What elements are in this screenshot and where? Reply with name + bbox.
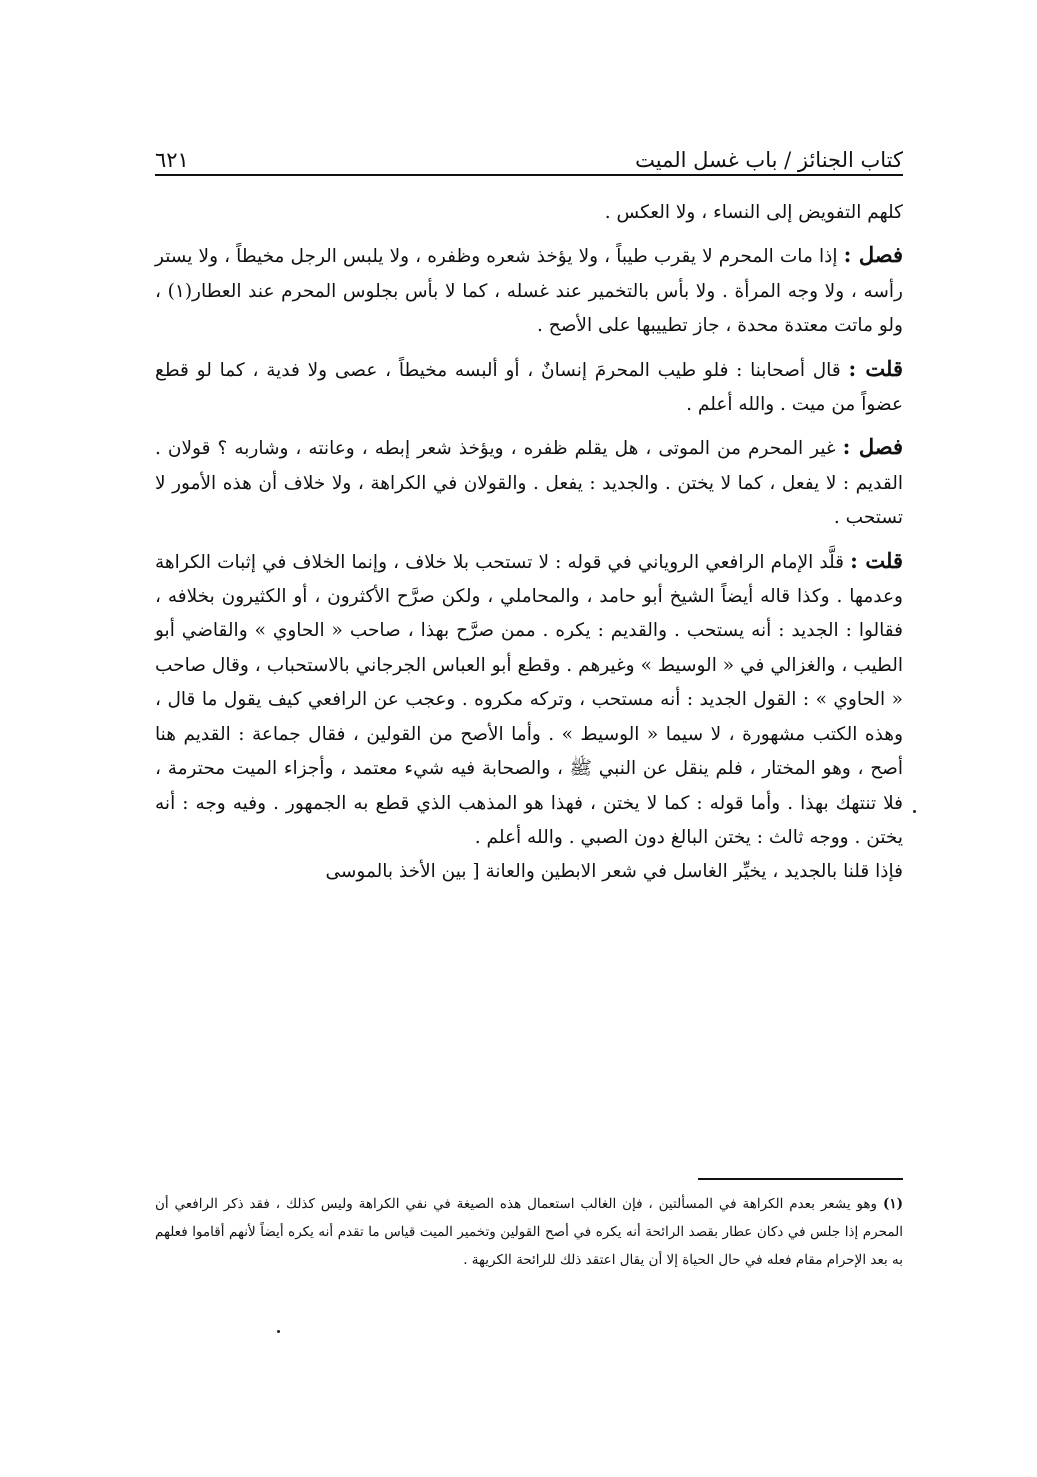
section-lead: قلت : — [850, 547, 903, 573]
footnote-marker: (١) — [882, 1196, 903, 1212]
paragraph-text: قلَّد الإمام الرافعي الروياني في قوله : لا تستحب بلا خلاف ، وإنما الخلاف في إثبات الكراهة وعدمها . وكذا قاله أيضاً الشيخ أبو حامد ، والمحاملي ، ولكن صرَّح الأكثرون ، أو الكثيرون بخلافه ، فقالوا : الجديد : أنه يستحب . والقديم : يكره . ممن صرَّح بهذا ، صاحب « الحاوي » والقاضي أبو الطيب ، والغزالي في « الوسيط » وغيرهم . وقطع أبو العباس الجرجاني بالاستحباب ، وقال صاحب « الحاوي » : القول الجديد : أنه مستحب ، وتركه مكروه . وعجب عن الرافعي كيف يقول ما قال ، وهذه الكتب مشهورة ، لا سيما « الوسيط » . وأما الأصح من القولين ، فقال جماعة : القديم هنا أصح ، وهو المختار ، فلم ينقل عن النبي ﷺ ، والصحابة فيه شيء معتمد ، وأجزاء الميت محترمة ، فلا تنتهك بهذا . وأما قوله : كما لا يختن ، فهذا هو المذهب الذي قطع به الجمهور . وفيه وجه : أنه يختن . ووجه ثالث : يختن البالغ دون الصبي . والله أعلم . — [155, 551, 903, 848]
footnote — [155, 1190, 903, 1274]
running-title: كتاب الجنائز / باب غسل الميت — [635, 148, 903, 172]
section-lead: فصل : — [842, 434, 904, 460]
paragraph — [155, 352, 903, 423]
paragraph-text: إذا مات المحرم لا يقرب طيباً ، ولا يؤخذ شعره وظفره ، ولا يلبس الرجل مخيطاً ، ولا يستر رأسه ، ولا وجه المرأة . ولا بأس بالتخمير عند غسله ، كما لا بأس بجلوس المحرم عند العطار(١) ، ولو ماتت معتدة محدة ، جاز تطييبها على الأصح . — [155, 246, 903, 337]
paragraph — [155, 544, 903, 856]
paragraph-text: كلهم التفويض إلى النساء ، ولا العكس . — [604, 202, 903, 223]
scan-speck — [913, 810, 916, 813]
paragraph-text: قال أصحابنا : فلو طيب المحرمَ إنسانٌ ، أو ألبسه مخيطاً ، عصى ولا فدية ، كما لو قطع عضواً من ميت . والله أعلم . — [155, 359, 903, 416]
paragraph-text: فإذا قلنا بالجديد ، يخيِّر الغاسل في شعر الابطين والعانة [ بين الأخذ بالموسى — [325, 861, 903, 883]
main-text — [155, 196, 903, 890]
paragraph — [155, 430, 903, 535]
page-header — [155, 138, 903, 172]
footnote-text: وهو يشعر بعدم الكراهة في المسألتين ، فإن الغالب استعمال هذه الصيغة في نفي الكراهة وليس كذلك ، فقد ذكر الرافعي أن المحرم إذا جلس في دكان عطار بقصد الرائحة أنه يكره في أصح القولين وتخمير الميت قياس ما تقدم أنه يكره أيضاً لأنهم أقاموا فعلهم به بعد الإحرام مقام فعله في حال الحياة إلا أن يقال اعتقد ذلك للرائحة الكريهة . — [155, 1196, 903, 1268]
paragraph-text: غير المحرم من الموتى ، هل يقلم ظفره ، ويؤخذ شعر إبطه ، وعانته ، وشاربه ؟ قولان . القديم : لا يفعل ، كما لا يختن . والجديد : يفعل . والقولان في الكراهة ، ولا خلاف أن هذه الأمور لا تستحب . — [155, 438, 903, 529]
header-rule — [155, 174, 903, 176]
paragraph — [155, 855, 903, 889]
footnote-paragraph — [155, 1190, 903, 1274]
paragraph — [155, 238, 903, 343]
section-lead: قلت : — [848, 355, 903, 381]
section-lead: فصل : — [843, 242, 903, 268]
paragraph — [155, 196, 903, 230]
footnote-rule — [698, 1178, 903, 1180]
page-number: ٦٢١ — [155, 148, 189, 172]
scan-speck — [277, 1330, 280, 1333]
